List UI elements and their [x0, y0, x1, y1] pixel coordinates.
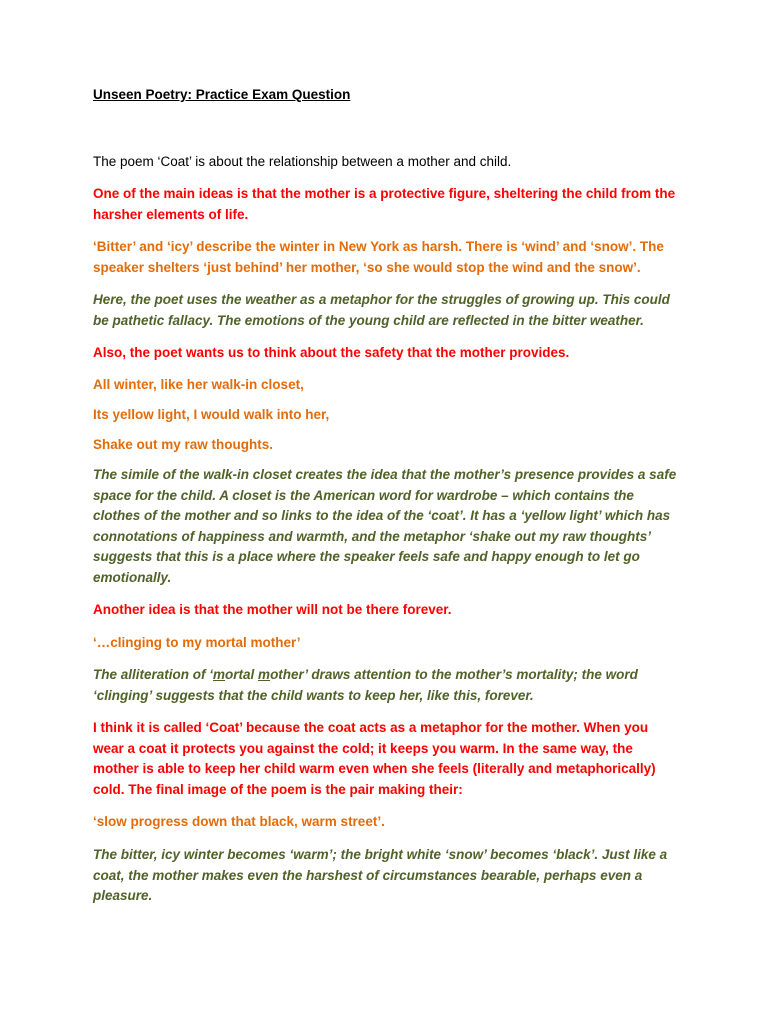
quote-paragraph-3: ‘slow progress down that black, warm street’.	[93, 814, 385, 829]
quote-paragraph-2: ‘…clinging to my mortal mother’	[93, 635, 301, 650]
quote-line-1: All winter, like her walk-in closet,	[93, 377, 304, 392]
analysis-paragraph-2: The simile of the walk-in closet creates the idea that the mother’s presence provides a safe space for the child. A closet is the American word for wardrobe – which contains the clothes of the mother and so links to the idea of the ‘coat’. It has a ‘yellow light’ which has connotations of happiness and warmth, and the metaphor ‘shake out my raw thoughts’ suggests that this is a place where the speaker feels safe and happy enough to let go emotionally.	[93, 467, 677, 585]
quote-line-2: Its yellow light, I would walk into her,	[93, 407, 330, 422]
alliteration-letter-1: m	[213, 667, 226, 682]
quote-line-3: Shake out my raw thoughts.	[93, 437, 274, 452]
point-paragraph-1: One of the main ideas is that the mother is a protective figure, sheltering the child from the harsher elements of life.	[93, 186, 676, 222]
evidence-paragraph-1: ‘Bitter’ and ‘icy’ describe the winter in New York as harsh. There is ‘wind’ and ‘snow’. The speaker shelters ‘just behind’ her mother, ‘so she would stop the wind and the snow’.	[93, 239, 664, 275]
analysis-paragraph-1: Here, the poet uses the weather as a metaphor for the struggles of growing up. This could be pathetic fallacy. The emotions of the young child are reflected in the bitter weather.	[93, 292, 670, 328]
point-paragraph-2: Also, the poet wants us to think about the safety that the mother provides.	[93, 345, 570, 360]
alliteration-letter-2: m	[258, 667, 271, 682]
point-paragraph-4: I think it is called ‘Coat’ because the coat acts as a metaphor for the mother. When you wear a coat it protects you against the cold; it keeps you warm. In the same way, the mother is able to keep her child warm even when she feels (literally and metaphorically) cold. The final image of the poem is the pair making their:	[93, 720, 656, 797]
point-paragraph-3: Another idea is that the mother will not be there forever.	[93, 602, 452, 617]
analysis-3-prefix: The alliteration of ‘	[93, 667, 214, 682]
document-title: Unseen Poetry: Practice Exam Question	[93, 87, 351, 102]
analysis-3-mid: ortal	[225, 667, 259, 682]
analysis-paragraph-4: The bitter, icy winter becomes ‘warm’; the bright white ‘snow’ becomes ‘black’. Just like a coat, the mother makes even the harshest of circumstances bearable, perhaps even a pleasure.	[93, 847, 668, 903]
analysis-paragraph-3	[93, 665, 681, 706]
intro-paragraph: The poem ‘Coat’ is about the relationship between a mother and child.	[93, 154, 512, 169]
analysis-3-rest: other’ draws attention to the mother’s mortality; the word ‘clinging’ suggests that the child wants to keep her, like this, forever.	[93, 667, 638, 703]
